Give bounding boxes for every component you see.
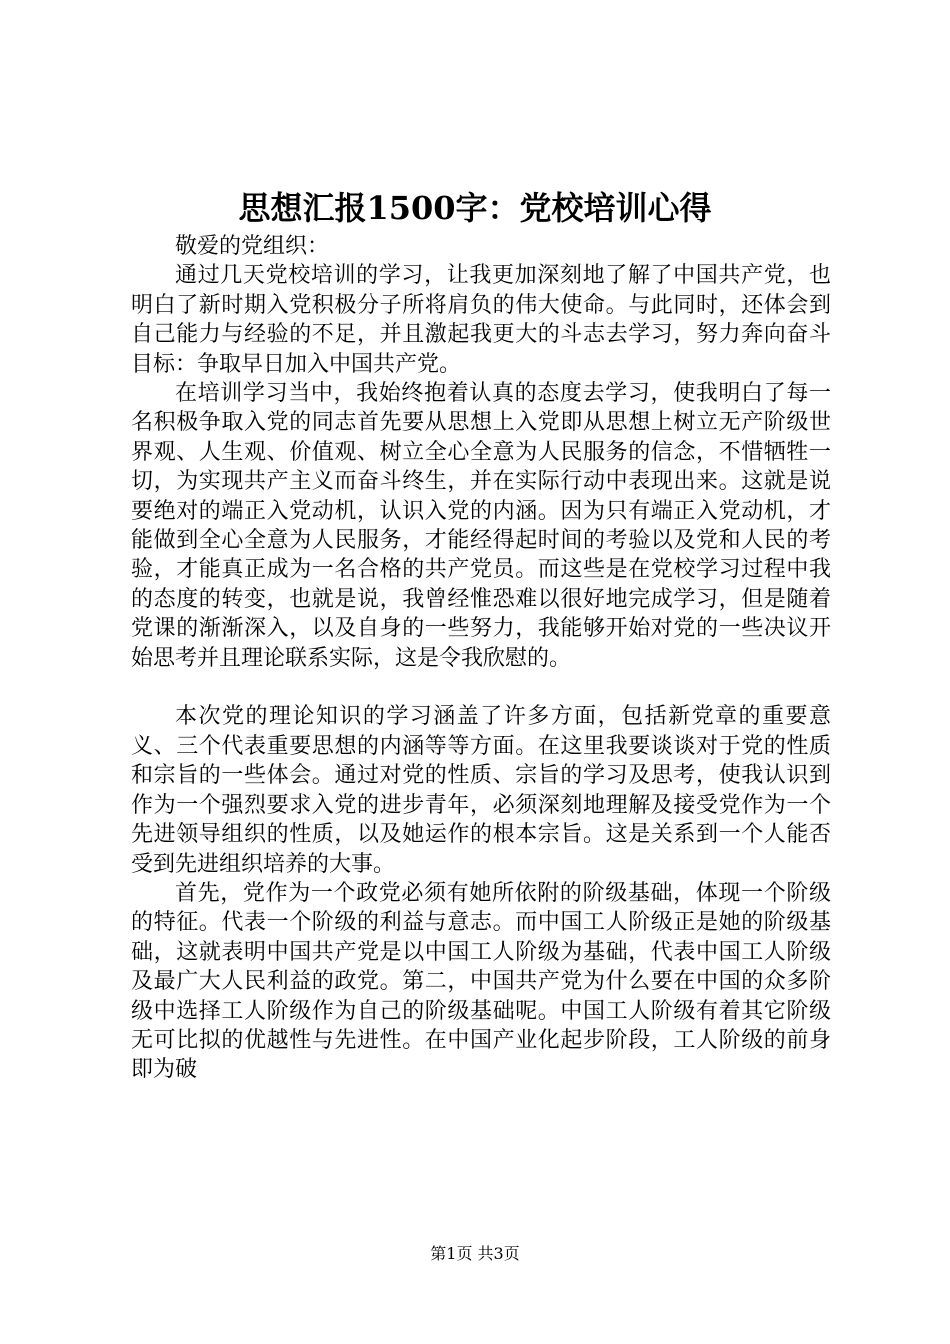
salutation: 敬爱的党组织： [175,234,330,259]
page-footer: 第1页 共3页 [430,1244,520,1263]
document-body [131,232,831,1085]
document-title: 思想汇报1500字：党校培训心得 [238,189,712,227]
paragraph: 首先，党作为一个政党必须有她所依附的阶级基础，体现一个阶级的特征。代表一个阶级的利益与意志。而中国工人阶级正是她的阶级基础，这就表明中国共产党是以中国工人阶级为基础，代表中国工人阶级及最广大人民利益的政党。第二，中国共产党为什么要在中国的众多阶级中选择工人阶级作为自己的阶级基础呢。中国工人阶级有着其它阶级无可比拟的优越性与先进性。在中国产业化起步阶段，工人阶级的前身即为破 [131,880,831,1083]
paragraph: 在培训学习当中，我始终抱着认真的态度去学习，使我明白了每一名积极争取入党的同志首先要从思想上入党即从思想上树立无产阶级世界观、人生观、价值观、树立全心全意为人民服务的信念，不惜牺牲一切，为实现共产主义而奋斗终生，并在实际行动中表现出来。这就是说要绝对的端正入党动机，认识入党的内涵。因为只有端正入党动机，才能做到全心全意为人民服务，才能经得起时间的考验以及党和人民的考验，才能真正成为一名合格的共产党员。而这些是在党校学习过程中我的态度的转变，也就是说，我曾经惟恐难以很好地完成学习，但是随着党课的渐渐深入，以及自身的一些努力，我能够开始对党的一些决议开始思考并且理论联系实际，这是令我欣慰的。 [131,381,831,671]
paragraph: 通过几天党校培训的学习，让我更加深刻地了解了中国共产党，也明白了新时期入党积极分子所将肩负的伟大使命。与此同时，还体会到自己能力与经验的不足，并且激起我更大的斗志去学习，努力奔向奋斗目标：争取早日加入中国共产党。 [131,263,831,377]
paragraph: 本次党的理论知识的学习涵盖了许多方面，包括新党章的重要意义、三个代表重要思想的内涵等等方面。在这里我要谈谈对于党的性质和宗旨的一些体会。通过对党的性质、宗旨的学习及思考，使我认识到作为一个强烈要求入党的进步青年，必须深刻地理解及接受党作为一个先进领导组织的性质，以及她运作的根本宗旨。这是关系到一个人能否受到先进组织培养的大事。 [131,704,831,877]
